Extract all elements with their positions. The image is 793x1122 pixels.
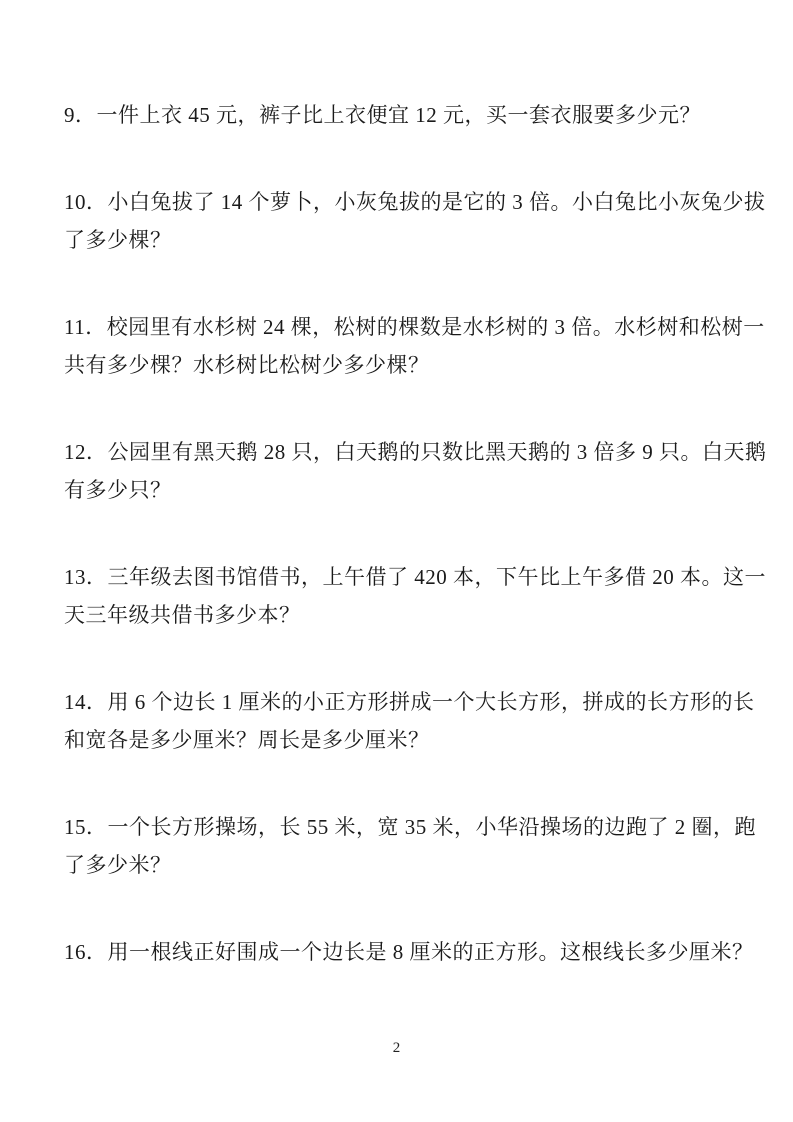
problem-10-line-1: 10．小白兔拔了 14 个萝卜，小灰兔拔的是它的 3 倍。小白兔比小灰兔少拔 bbox=[64, 190, 766, 214]
problem-13 bbox=[64, 558, 776, 634]
problem-9 bbox=[64, 96, 776, 134]
problem-12 bbox=[64, 433, 776, 509]
problem-12-line-2: 有多少只？ bbox=[64, 478, 172, 502]
problem-9-line-1: 9．一件上衣 45 元，裤子比上衣便宜 12 元，买一套衣服要多少元？ bbox=[64, 103, 701, 127]
problem-14-line-2: 和宽各是多少厘米？周长是多少厘米？ bbox=[64, 728, 430, 752]
problem-10 bbox=[64, 183, 776, 259]
problem-15 bbox=[64, 808, 776, 884]
problem-14 bbox=[64, 683, 776, 759]
problem-11-line-1: 11．校园里有水杉树 24 棵，松树的棵数是水杉树的 3 倍。水杉树和松树一 bbox=[64, 315, 765, 339]
problem-10-line-2: 了多少棵？ bbox=[64, 228, 172, 252]
page-footer bbox=[0, 1038, 793, 1058]
worksheet-body bbox=[64, 96, 776, 971]
problem-13-line-1: 13．三年级去图书馆借书，上午借了 420 本，下午比上午多借 20 本。这一 bbox=[64, 565, 766, 589]
problem-13-line-2: 天三年级共借书多少本？ bbox=[64, 603, 301, 627]
problem-11-line-2: 共有多少棵？水杉树比松树少多少棵？ bbox=[64, 353, 430, 377]
problem-14-line-1: 14．用 6 个边长 1 厘米的小正方形拼成一个大长方形，拼成的长方形的长 bbox=[64, 690, 755, 714]
problem-16-line-1: 16．用一根线正好围成一个边长是 8 厘米的正方形。这根线长多少厘米？ bbox=[64, 940, 754, 964]
problem-12-line-1: 12．公园里有黑天鹅 28 只，白天鹅的只数比黑天鹅的 3 倍多 9 只。白天鹅 bbox=[64, 440, 767, 464]
page-number: 2 bbox=[392, 1040, 401, 1056]
problem-15-line-2: 了多少米？ bbox=[64, 853, 172, 877]
problem-15-line-1: 15．一个长方形操场，长 55 米，宽 35 米，小华沿操场的边跑了 2 圈，跑 bbox=[64, 815, 756, 839]
problem-11 bbox=[64, 308, 776, 384]
problem-16 bbox=[64, 933, 776, 971]
